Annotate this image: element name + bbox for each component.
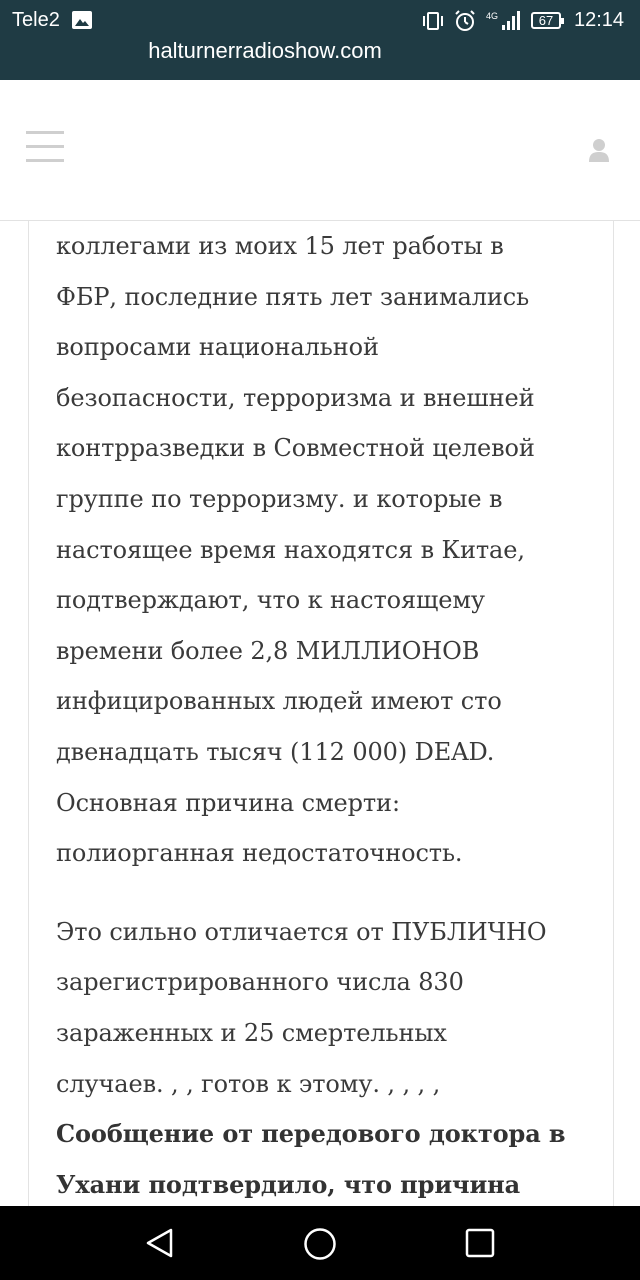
image-notification-icon [72,11,92,29]
text-line: вопросами национальной [56,333,379,362]
text-line: двенадцать тысяч (112 000) DEAD. [56,737,495,766]
android-navigation-bar [0,1206,640,1280]
text-line: Основная причина смерти: [56,788,400,817]
clock: 12:14 [574,9,625,31]
text-line: настоящее время находятся в Китае, [56,535,525,564]
article-text [56,221,596,1206]
text-line: ФБР, последние пять лет занимались [56,282,530,311]
text-line: времени более 2,8 МИЛЛИОНОВ [56,636,480,665]
recents-icon[interactable] [465,1228,495,1258]
article-paragraph [56,221,596,879]
alarm-icon [454,10,476,32]
hamburger-menu-icon[interactable] [26,131,64,163]
bold-text-line: Ухани подтвердило, что причина [56,1169,521,1199]
text-line: инфицированных людей имеют сто [56,687,502,716]
text-line: Это сильно отличается от ПУБЛИЧНО [56,917,547,946]
vibrate-icon [422,11,444,31]
site-header [0,80,640,221]
text-line: подтверждают, что к настоящему [56,586,485,615]
text-line: безопасности, терроризма и внешней [56,383,535,412]
text-line: группе по терроризму. и которые в [56,484,503,513]
network-type-label: 4G [486,11,499,21]
paragraph-gap [56,879,596,907]
text-line: зараженных и 25 смертельных [56,1018,447,1047]
article-paragraph [56,907,596,1206]
home-icon[interactable] [303,1227,337,1261]
system-icons [422,10,520,32]
status-bar [0,0,640,80]
carrier-name: Tele2 [12,9,60,31]
article-body [28,221,614,1206]
text-line: полиорганная недостаточность. [56,839,463,868]
back-icon[interactable] [144,1227,176,1259]
signal-icon [486,10,520,32]
address-bar-url[interactable]: halturnerradioshow.com [148,38,382,63]
user-icon[interactable] [588,138,610,162]
battery-icon: 67 [531,12,561,29]
bold-text-line: Сообщение от передового доктора в [56,1119,566,1149]
text-line: случаев. , , готов к этому. , , , , [56,1069,441,1098]
text-line: зарегистрированного числа 830 [56,968,464,997]
text-line: коллегами из моих 15 лет работы в [56,232,504,260]
text-line: контрразведки в Совместной целевой [56,434,535,463]
